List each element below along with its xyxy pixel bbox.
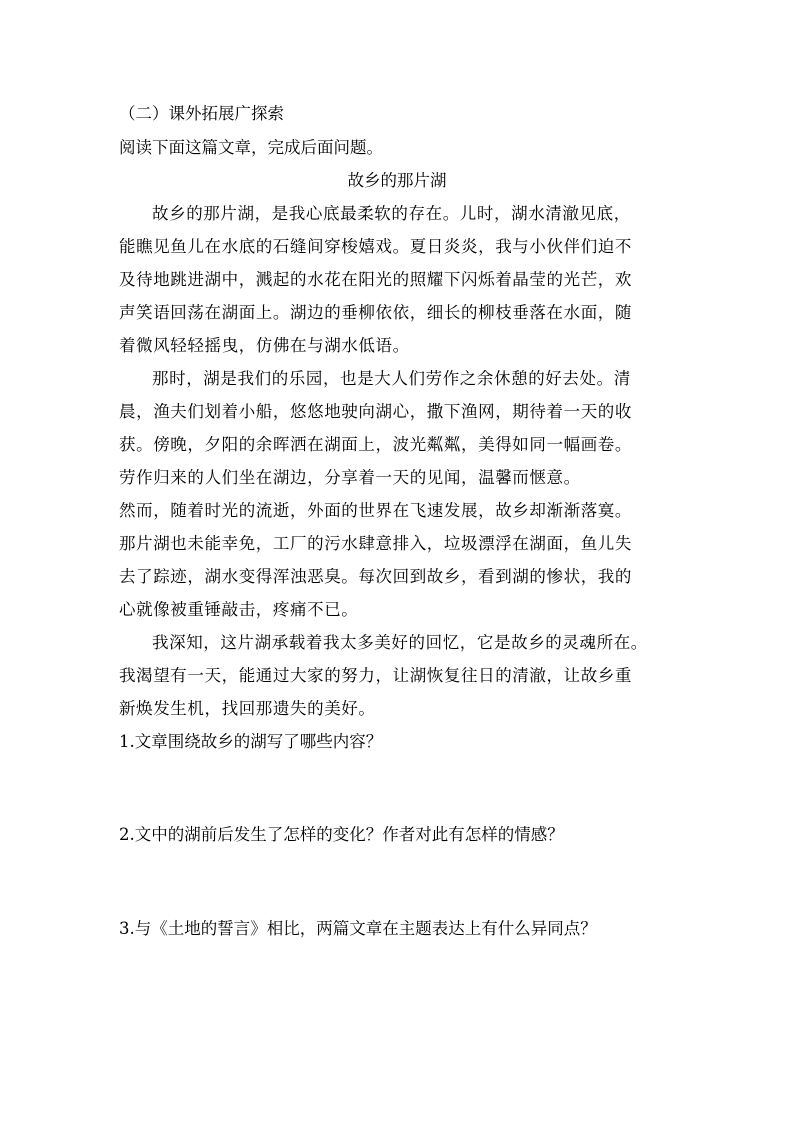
article-line: 能瞧见鱼儿在水底的石缝间穿梭嬉戏。夏日炎炎，我与小伙伴们迫不 [119, 237, 632, 256]
instruction-text: 阅读下面这篇文章，完成后面问题。 [119, 138, 383, 157]
question-1: 1.文章围绕故乡的湖写了哪些内容？ [119, 732, 383, 751]
article-line: 劳作归来的人们坐在湖边，分享着一天的见闻，温馨而惬意。 [119, 468, 581, 487]
article-line: 新焕发生机，找回那遗失的美好。 [119, 699, 376, 718]
article-line: 那时，湖是我们的乐园，也是大人们劳作之余休憩的好去处。清 [152, 369, 631, 388]
article-line: 故乡的那片湖，是我心底最柔软的存在。儿时，湖水清澈见底， [152, 204, 631, 223]
article-line: 去了踪迹，湖水变得浑浊恶臭。每次回到故乡，看到湖的惨状，我的 [119, 567, 632, 586]
article-line: 心就像被重锤敲击，疼痛不已。 [119, 600, 359, 619]
article-line: 我渴望有一天，能通过大家的努力，让湖恢复往日的清澈，让故乡重 [119, 666, 632, 685]
article-line: 晨，渔夫们划着小船，悠悠地驶向湖心，撒下渔网，期待着一天的收 [119, 402, 632, 421]
article-line: 那片湖也未能幸免，工厂的污水肆意排入，垃圾漂浮在湖面，鱼儿失 [119, 534, 632, 553]
article-line: 我深知，这片湖承载着我太多美好的回忆，它是故乡的灵魂所在。 [152, 633, 648, 652]
question-2: 2.文中的湖前后发生了怎样的变化？作者对此有怎样的情感？ [119, 825, 564, 844]
article-line: 及待地跳进湖中，溅起的水花在阳光的照耀下闪烁着晶莹的光芒，欢 [119, 270, 632, 289]
article-line: 然而，随着时光的流逝，外面的世界在飞速发展，故乡却渐渐落寞。 [119, 501, 632, 520]
article-line: 声笑语回荡在湖面上。湖边的垂柳依依，细长的柳枝垂落在水面，随 [119, 303, 632, 322]
section-heading: （二）课外拓展广探索 [119, 104, 284, 123]
article-title: 故乡的那片湖 [347, 171, 447, 190]
article-line: 获。傍晚，夕阳的余晖洒在湖面上，波光粼粼，美得如同一幅画卷。 [119, 435, 632, 454]
question-3: 3.与《土地的誓言》相比，两篇文章在主题表达上有什么异同点？ [119, 919, 597, 938]
article-line: 着微风轻轻摇曳，仿佛在与湖水低语。 [119, 336, 410, 355]
